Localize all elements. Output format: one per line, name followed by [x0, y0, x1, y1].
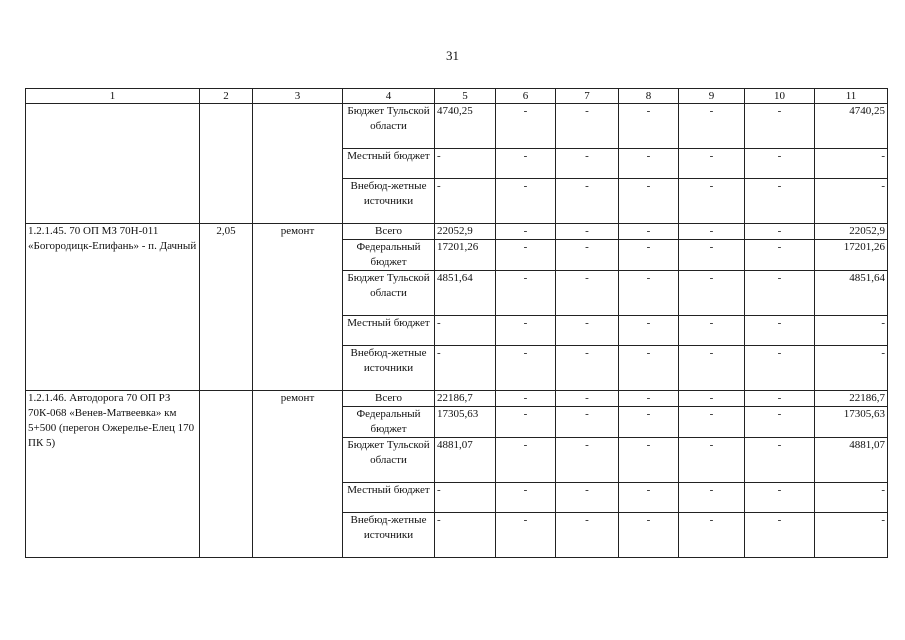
value-cell: -: [745, 316, 815, 346]
table-row: [26, 104, 888, 149]
funding-source-cell: Внебюд-жетные источники: [343, 179, 435, 224]
value-cell: -: [745, 513, 815, 558]
funding-source-cell: Бюджет Тульской области: [343, 104, 435, 149]
value-cell: -: [745, 224, 815, 240]
value-cell: -: [745, 104, 815, 149]
value-cell: -: [496, 346, 556, 391]
value-cell: -: [619, 483, 679, 513]
value-cell: -: [496, 438, 556, 483]
budget-table: [25, 88, 888, 558]
value-cell: -: [619, 391, 679, 407]
value-cell: 17305,63: [435, 407, 496, 438]
funding-source-cell: Бюджет Тульской области: [343, 438, 435, 483]
value-cell: -: [556, 483, 619, 513]
value-cell: -: [556, 438, 619, 483]
value-cell: -: [679, 179, 745, 224]
value-cell: -: [556, 346, 619, 391]
value-cell: -: [619, 224, 679, 240]
funding-source-cell: Местный бюджет: [343, 316, 435, 346]
value-cell: -: [745, 483, 815, 513]
value-cell: -: [745, 407, 815, 438]
table-row: [26, 391, 888, 407]
value-cell: -: [496, 513, 556, 558]
value-cell: -: [679, 240, 745, 271]
funding-source-cell: Внебюд-жетные источники: [343, 513, 435, 558]
length-cell: [200, 391, 253, 558]
value-cell: -: [619, 104, 679, 149]
header-row: [26, 89, 888, 104]
value-cell: -: [556, 407, 619, 438]
value-cell: -: [745, 438, 815, 483]
value-cell: -: [556, 271, 619, 316]
column-header: 2: [200, 89, 253, 104]
value-cell: -: [679, 149, 745, 179]
value-cell: -: [496, 407, 556, 438]
column-header: 3: [253, 89, 343, 104]
length-cell: [200, 104, 253, 224]
value-cell: -: [745, 271, 815, 316]
object-name-cell: 1.2.1.45. 70 ОП МЗ 70Н-011 «Богородицк-Епифань» - п. Дачный: [26, 224, 200, 391]
value-cell: -: [496, 149, 556, 179]
table-row: [26, 224, 888, 240]
value-cell: -: [679, 271, 745, 316]
value-cell: -: [556, 179, 619, 224]
work-type-cell: ремонт: [253, 224, 343, 391]
value-cell: -: [619, 149, 679, 179]
value-cell: -: [556, 513, 619, 558]
value-cell: 4851,64: [435, 271, 496, 316]
value-cell: -: [679, 104, 745, 149]
value-cell: -: [556, 240, 619, 271]
funding-source-cell: Бюджет Тульской области: [343, 271, 435, 316]
value-cell: -: [619, 346, 679, 391]
value-cell: -: [435, 513, 496, 558]
page-number: 31: [446, 48, 459, 63]
value-cell: -: [815, 149, 888, 179]
value-cell: -: [815, 316, 888, 346]
value-cell: -: [556, 149, 619, 179]
value-cell: -: [619, 407, 679, 438]
value-cell: -: [679, 513, 745, 558]
value-cell: 22052,9: [435, 224, 496, 240]
work-type-cell: [253, 104, 343, 224]
value-cell: -: [815, 346, 888, 391]
value-cell: -: [496, 240, 556, 271]
value-cell: -: [679, 224, 745, 240]
value-cell: -: [435, 316, 496, 346]
value-cell: -: [745, 149, 815, 179]
column-header: 9: [679, 89, 745, 104]
value-cell: -: [496, 224, 556, 240]
value-cell: -: [496, 391, 556, 407]
length-cell: 2,05: [200, 224, 253, 391]
funding-source-cell: Местный бюджет: [343, 149, 435, 179]
work-type-cell: ремонт: [253, 391, 343, 558]
value-cell: -: [679, 316, 745, 346]
funding-source-cell: Всего: [343, 224, 435, 240]
value-cell: -: [679, 438, 745, 483]
value-cell: -: [496, 483, 556, 513]
value-cell: -: [619, 438, 679, 483]
column-header: 7: [556, 89, 619, 104]
value-cell: -: [745, 179, 815, 224]
column-header: 4: [343, 89, 435, 104]
object-name-cell: 1.2.1.46. Автодорога 70 ОП РЗ 70К-068 «Венев-Матвеевка» км 5+500 (перегон Ожерелье-Елец 170 ПК 5): [26, 391, 200, 558]
value-cell: -: [745, 240, 815, 271]
value-cell: 4881,07: [435, 438, 496, 483]
value-cell: 17305,63: [815, 407, 888, 438]
column-header: 10: [745, 89, 815, 104]
value-cell: 22186,7: [815, 391, 888, 407]
value-cell: -: [619, 513, 679, 558]
column-header: 1: [26, 89, 200, 104]
column-header: 8: [619, 89, 679, 104]
value-cell: -: [619, 271, 679, 316]
value-cell: -: [556, 316, 619, 346]
value-cell: -: [619, 179, 679, 224]
value-cell: -: [496, 179, 556, 224]
value-cell: -: [745, 391, 815, 407]
value-cell: -: [679, 407, 745, 438]
value-cell: -: [619, 240, 679, 271]
value-cell: 4851,64: [815, 271, 888, 316]
value-cell: -: [496, 271, 556, 316]
funding-source-cell: Федеральный бюджет: [343, 240, 435, 271]
value-cell: -: [679, 483, 745, 513]
value-cell: -: [496, 104, 556, 149]
value-cell: 22052,9: [815, 224, 888, 240]
value-cell: -: [435, 483, 496, 513]
value-cell: -: [619, 316, 679, 346]
value-cell: -: [679, 391, 745, 407]
funding-source-cell: Федеральный бюджет: [343, 407, 435, 438]
value-cell: -: [815, 179, 888, 224]
value-cell: 17201,26: [435, 240, 496, 271]
funding-source-cell: Местный бюджет: [343, 483, 435, 513]
funding-source-cell: Всего: [343, 391, 435, 407]
funding-source-cell: Внебюд-жетные источники: [343, 346, 435, 391]
object-name-cell: [26, 104, 200, 224]
value-cell: -: [496, 316, 556, 346]
column-header: 5: [435, 89, 496, 104]
value-cell: -: [435, 149, 496, 179]
value-cell: 4740,25: [435, 104, 496, 149]
value-cell: -: [815, 483, 888, 513]
value-cell: 4740,25: [815, 104, 888, 149]
value-cell: 22186,7: [435, 391, 496, 407]
value-cell: -: [815, 513, 888, 558]
value-cell: 17201,26: [815, 240, 888, 271]
value-cell: -: [556, 104, 619, 149]
value-cell: -: [745, 346, 815, 391]
column-header: 6: [496, 89, 556, 104]
value-cell: -: [435, 179, 496, 224]
value-cell: -: [435, 346, 496, 391]
value-cell: -: [556, 224, 619, 240]
value-cell: 4881,07: [815, 438, 888, 483]
column-header: 11: [815, 89, 888, 104]
value-cell: -: [556, 391, 619, 407]
value-cell: -: [679, 346, 745, 391]
